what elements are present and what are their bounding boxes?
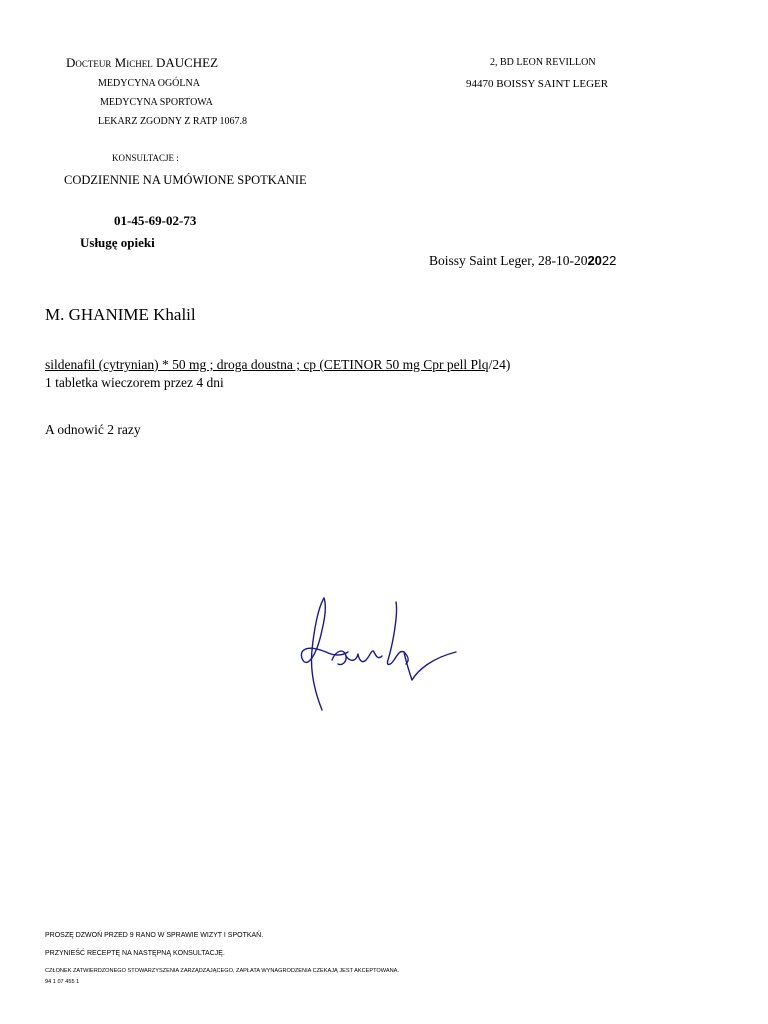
- patient-name: M. GHANIME Khalil: [45, 305, 196, 324]
- drug-description: sildenafil (cytrynian) * 50 mg ; droga doustna ; cp (CETINOR 50 mg Cpr pell Plq: [45, 357, 489, 372]
- address-city: 94470 BOISSY SAINT LEGER: [466, 78, 609, 90]
- place-and-date: [429, 253, 616, 269]
- signature-icon: [292, 590, 462, 715]
- specialty-general: MEDYCYNA OGÓLNA: [98, 78, 200, 89]
- specialty-ratp: LEKARZ ZGODNY Z RATP 1067.8: [98, 116, 247, 127]
- footer-bring-prescription: PRZYNIEŚĆ RECEPTĘ NA NASTĘPNĄ KONSULTACJĘ.: [45, 950, 225, 957]
- consultation-hours: CODZIENNIE NA UMÓWIONE SPOTKANIE: [64, 173, 307, 187]
- service-label: Usługę opieki: [80, 235, 155, 250]
- place-date-prefix: Boissy Saint Leger, 28-10-20: [429, 253, 588, 268]
- drug-pack-size: /24): [488, 357, 511, 372]
- prescription-dosage: 1 tabletka wieczorem przez 4 dni: [45, 375, 224, 390]
- phone-number: 01-45-69-02-73: [114, 213, 197, 228]
- address-street: 2, BD LEON REVILLON: [490, 57, 596, 68]
- doctor-name: Docteur Michel DAUCHEZ: [66, 55, 219, 70]
- date-year-bold: 20: [587, 253, 602, 268]
- prescription-drug: [45, 357, 510, 373]
- footer-call-before-9: PROSZĘ DZWOŃ PRZED 9 RANO W SPRAWIE WIZYT I SPOTKAŃ.: [45, 932, 264, 939]
- prescription-renewal: A odnowić 2 razy: [45, 422, 141, 437]
- footer-registration-number: 94 1 07 455 1: [45, 979, 80, 985]
- footer-association-note: CZŁONEK ZATWIERDZONEGO STOWARZYSZENIA ZARZĄDZAJĄCEGO, ZAPŁATA WYNAGRODZENIA CZEKAJĄ JEST AKCEPTOWANA.: [45, 968, 399, 974]
- specialty-sports: MEDYCYNA SPORTOWA: [100, 97, 213, 108]
- consultation-label: KONSULTACJE :: [112, 153, 179, 163]
- date-year: [587, 253, 616, 268]
- date-year-tail: 22: [601, 253, 617, 268]
